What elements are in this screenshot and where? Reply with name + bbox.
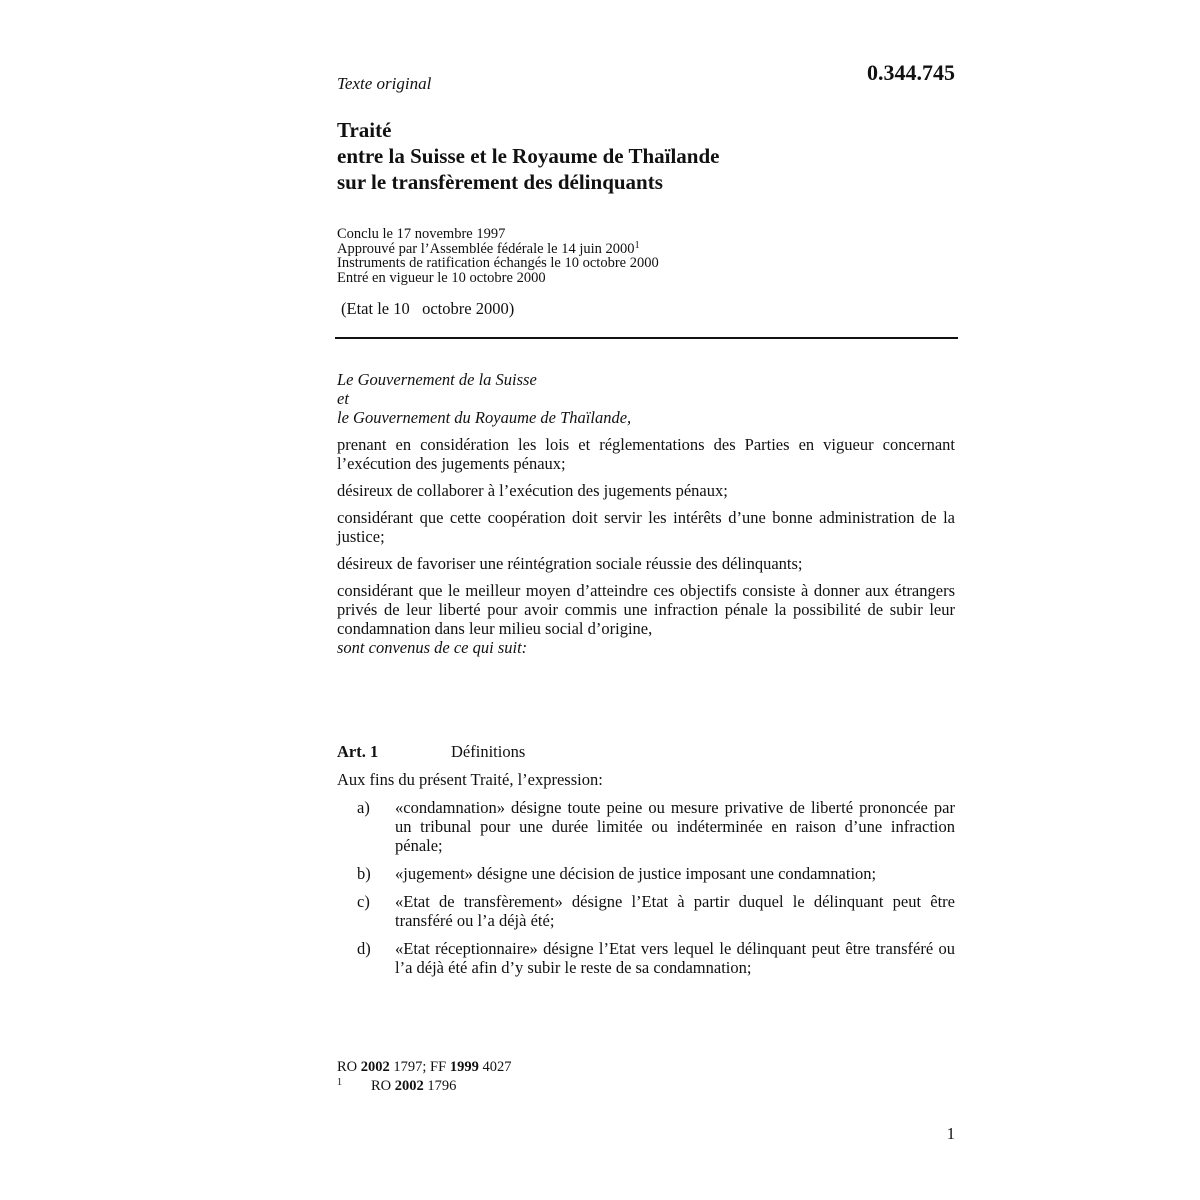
list-item bbox=[337, 892, 955, 930]
item-text: «jugement» désigne une décision de justice imposant une condamnation; bbox=[395, 864, 877, 883]
article-number: Art. 1 bbox=[337, 742, 379, 761]
sr-number: 0.344.745 bbox=[867, 60, 955, 85]
conjunction: et bbox=[337, 389, 349, 408]
preamble bbox=[337, 370, 955, 657]
preamble-paragraph: prenant en considération les lois et réglementations des Parties en vigueur concernant l’exécution des jugements pénaux; bbox=[337, 435, 955, 473]
header-divider bbox=[335, 337, 958, 339]
article-1-intro: Aux fins du présent Traité, l’expression: bbox=[337, 770, 603, 789]
source-ff-page: 4027 bbox=[482, 1059, 512, 1075]
preamble-paragraph: désireux de collaborer à l’exécution des jugements pénaux; bbox=[337, 481, 728, 500]
preamble-paragraph: considérant que le meilleur moyen d’atteindre ces objectifs consiste à donner aux étrangers privés de leur liberté pour avoir commis une infraction pénale la possibilité de subir leur condamnation dans leur milieu social d’origine, bbox=[337, 581, 955, 638]
in-force-date: Entré en vigueur le 10 octobre 2000 bbox=[337, 269, 546, 286]
item-letter: d) bbox=[357, 939, 371, 958]
title-line-3: sur le transfèrement des délinquants bbox=[337, 170, 663, 194]
item-letter: b) bbox=[357, 864, 371, 883]
item-letter: c) bbox=[357, 892, 370, 911]
footnote-page: 1796 bbox=[427, 1078, 457, 1094]
preamble-paragraph: désireux de favoriser une réintégration sociale réussie des délinquants; bbox=[337, 554, 803, 573]
treaty-metadata bbox=[337, 227, 957, 285]
preamble-closing: sont convenus de ce qui suit: bbox=[337, 638, 528, 657]
item-text: «Etat de transfèrement» désigne l’Etat à partir duquel le délinquant peut être transféré ou l’a déjà été; bbox=[395, 892, 955, 930]
footnote-1: 1 RO 2002 1796 bbox=[337, 1077, 457, 1094]
approval-text: Approuvé par l’Assemblée fédérale le 14 juin 2000 bbox=[337, 240, 635, 257]
approval-date bbox=[337, 239, 957, 257]
preamble-parties bbox=[337, 370, 955, 427]
source-year: 2002 bbox=[360, 1059, 390, 1075]
footnote-ref-1[interactable]: 1 bbox=[634, 239, 640, 251]
definitions-list bbox=[337, 798, 955, 986]
document-title bbox=[337, 117, 957, 195]
item-text: «Etat réceptionnaire» désigne l’Etat vers lequel le délinquant peut être transféré ou l’a déjà été afin d’y subir le reste de sa condamnation; bbox=[395, 939, 955, 977]
list-item bbox=[337, 939, 955, 977]
title-line-2: entre la Suisse et le Royaume de Thaïlande bbox=[337, 144, 720, 168]
list-item bbox=[337, 864, 955, 883]
concluded-date: Conclu le 17 novembre 1997 bbox=[337, 226, 506, 242]
preamble-paragraph: considérant que cette coopération doit servir les intérêts d’une bonne administration de la justice; bbox=[337, 508, 955, 546]
source-reference bbox=[337, 1058, 511, 1077]
source-ff-year: 1999 bbox=[449, 1059, 479, 1075]
source-page: 1797; FF bbox=[393, 1059, 447, 1075]
footnote-year: 2002 bbox=[394, 1078, 424, 1094]
footnote-prefix: RO bbox=[371, 1078, 392, 1094]
list-item bbox=[337, 798, 955, 855]
footnotes bbox=[337, 1058, 511, 1096]
party-2: le Gouvernement du Royaume de Thaïlande, bbox=[337, 408, 632, 427]
page-number: 1 bbox=[946, 1124, 955, 1143]
article-1-heading bbox=[337, 742, 525, 762]
status-date: (Etat le 10 octobre 2000) bbox=[341, 299, 515, 318]
party-1: Le Gouvernement de la Suisse bbox=[337, 370, 537, 389]
original-text-label: Texte original bbox=[337, 74, 432, 93]
item-text: «condamnation» désigne toute peine ou mesure privative de liberté prononcée par un tribunal pour une durée limitée ou indéterminée en raison d’une infraction pénale; bbox=[395, 798, 955, 855]
ratification-date: Instruments de ratification échangés le 10 octobre 2000 bbox=[337, 255, 659, 271]
item-letter: a) bbox=[357, 798, 370, 817]
article-title: Définitions bbox=[451, 742, 526, 761]
title-line-1: Traité bbox=[337, 118, 392, 142]
source-prefix: RO bbox=[337, 1059, 358, 1075]
